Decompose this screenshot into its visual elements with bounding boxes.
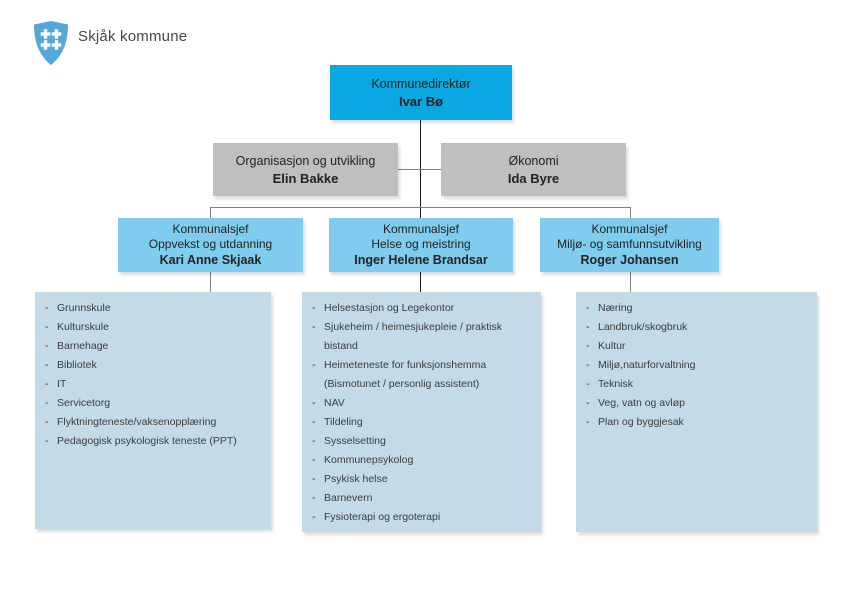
municipality-logo — [33, 20, 187, 66]
units-box-helse — [302, 292, 541, 532]
units-list-helse — [312, 299, 537, 527]
unit-label: Barnehage — [57, 340, 109, 352]
dept-area: Helse og meistring — [371, 237, 471, 251]
bullet-dash — [586, 337, 598, 356]
dept-area: Miljø- og samfunnsutvikling — [557, 237, 702, 251]
dept-name: Kari Anne Skjaak — [159, 253, 262, 267]
bullet-dash — [586, 318, 598, 337]
units-box-miljo — [576, 292, 817, 532]
staff-name: Elin Bakke — [272, 170, 339, 186]
unit-item — [45, 432, 267, 451]
unit-item — [586, 356, 813, 375]
bullet-dash — [312, 489, 324, 508]
unit-label: Barnevern — [324, 492, 373, 504]
connector-drop-right — [630, 207, 631, 218]
bullet-dash — [586, 356, 598, 375]
director-name: Ivar Bø — [398, 93, 444, 109]
bullet-dash — [45, 337, 57, 356]
unit-label: Servicetorg — [57, 397, 111, 409]
connector-span-horizontal — [210, 207, 631, 208]
director-title: Kommunedirektør — [371, 76, 471, 91]
connector-units-right — [630, 272, 631, 292]
staff-box-okonomi — [441, 143, 626, 196]
dept-role: Kommunalsjef — [591, 222, 668, 236]
unit-item — [45, 299, 267, 318]
bullet-dash — [586, 375, 598, 394]
staff-box-organisasjon — [213, 143, 398, 196]
dept-area: Oppvekst og utdanning — [148, 237, 273, 251]
bullet-dash — [312, 451, 324, 470]
bullet-dash — [45, 299, 57, 318]
unit-label: Kommunepsykolog — [324, 454, 414, 466]
dept-name: Roger Johansen — [580, 253, 679, 267]
staff-title: Organisasjon og utvikling — [235, 153, 376, 168]
unit-label: Kulturskule — [57, 321, 109, 333]
unit-label: Pedagogisk psykologisk teneste (PPT) — [57, 435, 237, 447]
bullet-dash — [45, 356, 57, 375]
bullet-dash — [312, 470, 324, 489]
units-box-oppvekst — [35, 292, 271, 529]
dept-box-miljo — [540, 218, 719, 272]
unit-item — [312, 394, 537, 413]
unit-item — [45, 337, 267, 356]
unit-label: NAV — [324, 397, 345, 409]
unit-item — [312, 470, 537, 489]
unit-label: Heimeteneste for funksjonshemma (Bismotunet / personlig assistent) — [324, 359, 487, 390]
bullet-dash — [45, 432, 57, 451]
bullet-dash — [586, 394, 598, 413]
unit-item — [312, 489, 537, 508]
unit-label: Teknisk — [598, 378, 634, 390]
unit-label: Tildeling — [324, 416, 363, 428]
unit-label: Sjukeheim / heimesjukepleie / praktisk bistand — [324, 321, 502, 352]
unit-label: Flyktningteneste/vaksenopplæring — [57, 416, 217, 428]
unit-item — [586, 413, 813, 432]
bullet-dash — [312, 413, 324, 432]
director-box — [330, 65, 512, 120]
unit-label: IT — [57, 378, 67, 390]
bullet-dash — [312, 432, 324, 451]
dept-role: Kommunalsjef — [172, 222, 249, 236]
unit-label: Helsestasjon og Legekontor — [324, 302, 455, 314]
connector-drop-left — [210, 207, 211, 218]
unit-label: Psykisk helse — [324, 473, 388, 485]
unit-item — [312, 356, 537, 394]
bullet-dash — [45, 318, 57, 337]
connector-staff-horizontal — [398, 169, 441, 170]
staff-name: Ida Byre — [507, 170, 560, 186]
unit-item — [45, 318, 267, 337]
dept-role: Kommunalsjef — [382, 222, 460, 236]
logo-text: Skjåk kommune — [78, 27, 188, 45]
unit-label: Veg, vatn og avløp — [598, 397, 685, 409]
unit-item — [586, 337, 813, 356]
bullet-dash — [586, 413, 598, 432]
dept-name: Inger Helene Brandsar — [354, 253, 488, 267]
unit-label: Miljø,naturforvaltning — [598, 359, 696, 371]
bullet-dash — [45, 394, 57, 413]
bullet-dash — [312, 394, 324, 413]
unit-item — [45, 375, 267, 394]
bullet-dash — [312, 356, 324, 394]
bullet-dash — [45, 413, 57, 432]
unit-item — [586, 299, 813, 318]
unit-item — [312, 508, 537, 527]
unit-item — [312, 413, 537, 432]
unit-label: Næring — [598, 302, 633, 314]
bullet-dash — [312, 318, 324, 356]
units-list-miljo — [586, 299, 813, 432]
unit-item — [45, 356, 267, 375]
unit-label: Landbruk/skogbruk — [598, 321, 688, 333]
bullet-dash — [586, 299, 598, 318]
dept-box-helse — [329, 218, 513, 272]
unit-item — [586, 375, 813, 394]
unit-label: Kultur — [598, 340, 626, 352]
unit-label: Sysselsetting — [324, 435, 386, 447]
bullet-dash — [312, 508, 324, 527]
unit-label: Fysioterapi og ergoterapi — [324, 511, 441, 523]
bullet-dash — [312, 299, 324, 318]
dept-box-oppvekst — [118, 218, 303, 272]
unit-item — [312, 432, 537, 451]
unit-item — [312, 451, 537, 470]
staff-title: Økonomi — [508, 153, 559, 168]
unit-label: Bibliotek — [57, 359, 97, 371]
unit-label: Grunnskule — [57, 302, 111, 314]
unit-item — [312, 318, 537, 356]
unit-item — [586, 318, 813, 337]
bullet-dash — [45, 375, 57, 394]
unit-item — [586, 394, 813, 413]
unit-item — [45, 394, 267, 413]
shield-icon — [33, 20, 69, 66]
unit-label: Plan og byggjesak — [598, 416, 684, 428]
unit-item — [312, 299, 537, 318]
unit-item — [45, 413, 267, 432]
units-list-oppvekst — [45, 299, 267, 451]
connector-units-left — [210, 272, 211, 292]
